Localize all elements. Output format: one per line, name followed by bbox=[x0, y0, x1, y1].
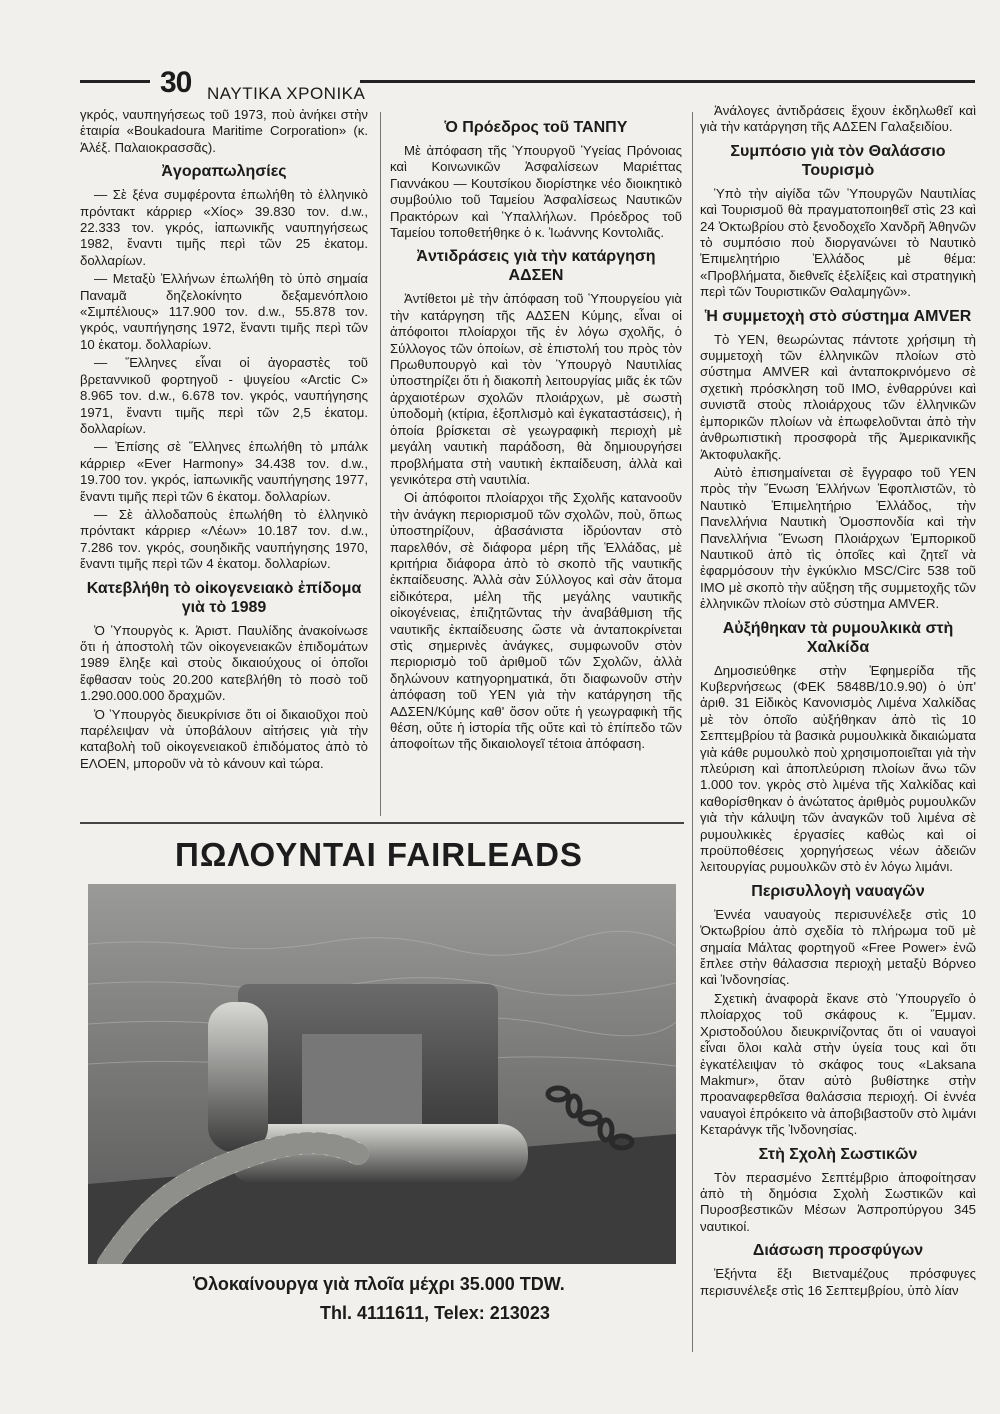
paragraph: Ἐννέα ναυαγοὺς περισυνέλεξε στὶς 10 Ὀκτωβρίου ἀπὸ σχεδία τὸ πλήρωμα τοῦ μὲ σημαία Μάλτας φορτηγοῦ «Free Power» ἐνῶ ἔπλεε στὴν θάλασσια περιοχὴ μεταξὺ Βόρνεο καὶ Ἰνδονησίας. bbox=[700, 906, 976, 988]
paragraph: Ἑξήντα ἕξι Βιετναμέζους πρόσφυγες περισυνέλεξε στὶς 16 Σεπτεμβρίου, ὑπὸ λίαν bbox=[700, 1266, 976, 1298]
paragraph: Ὑπὸ τὴν αἰγίδα τῶν Ὑπουργῶν Ναυτιλίας καὶ Τουρισμοῦ θὰ πραγματοποιηθεῖ στὶς 23 καὶ 24 Ὀκτωβρίου στὸ ξενοδοχεῖο Χανδρῆ Ἀθηνῶν τὸ συμπόσιο ποὺ διοργανώνει τὸ Ναυτικὸ Ἐπιμελητήριο Ἑλλάδος μὲ θέμα: «Προβλήματα, διεθνεῖς ἐξελίξεις καὶ στρατηγικὴ περὶ τῶν Τουριστικῶν Θαλαμηγῶν». bbox=[700, 185, 976, 300]
column-divider bbox=[692, 112, 693, 1352]
article-title: Διάσωση προσφύγων bbox=[752, 1242, 924, 1260]
article-title: Ἡ συμμετοχὴ στὸ σύστημα AMVER bbox=[704, 307, 972, 325]
paragraph: Μὲ ἀπόφαση τῆς Ὑπουργοῦ Ὑγείας Πρόνοιας καὶ Κοινωνικῶν Ἀσφαλίσεων Μαριέττας Γιαννάκου — Κουτσίκου διορίστηκε νέο διοικητικὸ συμβούλιο τοῦ Ταμείου Ἀσφαλίσεως Ναυτικῶν Πρακτόρων καὶ Ὑπαλλήλων. Πρόεδρος τοῦ Ταμείου τοποθετήθηκε ὁ κ. Ἰωάννης Κοντολιᾶς. bbox=[390, 143, 682, 241]
paragraph: Ὁ Ὑπουργὸς κ. Ἀριστ. Παυλίδης ἀνακοίνωσε ὅτι ἡ ἀποστολὴ τῶν οἰκογενειακῶν ἐπιδομάτων 1989 ἔληξε καὶ στοὺς δικαιούχους οἱ ὁποῖοι ἔφθασαν τοὺς 20.200 κατεβλήθη τὸ ποσὸ τοῦ 1.290.000.000 δραχμῶν. bbox=[80, 622, 368, 704]
column-1 bbox=[80, 107, 368, 774]
fairlead-photo bbox=[88, 884, 676, 1264]
paragraph: — Σὲ ξένα συμφέροντα ἐπωλήθη τὸ ἑλληνικὸ πρόντακτ κάρριερ «Χίος» 39.830 τον. d.w., 22.333 τον. γκρός, ἰαπωνικῆς ναυπηγήσεως 1982, ἔναντι τιμῆς περὶ τῶν 25 ἑκατομ. δολλαρίων. bbox=[80, 187, 368, 268]
continued-text: Ἀνάλογες ἀντιδράσεις ἔχουν ἐκδηλωθεῖ καὶ γιὰ τὴν κατάργηση τῆς ΑΔΣΕΝ Γαλαξειδίου. bbox=[700, 103, 976, 135]
masthead: ΝΑΥΤΙΚΑ ΧΡΟΝΙΚΑ bbox=[207, 84, 366, 103]
article-title: Κατεβλήθη τὸ οἰκογενειακὸ ἐπίδομα γιὰ τὸ 1989 bbox=[86, 579, 362, 616]
continued-text: γκρός, ναυπηγήσεως τοῦ 1973, ποὺ ἀνήκει στὴν ἑταιρία «Boukadoura Maritime Corporation» (κ. Ἀλέξ. Παλαιοκρασσᾶς). bbox=[80, 107, 368, 155]
advert-title: ΠΩΛΟΥΝΤΑΙ FAIRLEADS bbox=[175, 836, 583, 873]
paragraph: — Μεταξὺ Ἑλλήνων ἐπωλήθη τὸ ὑπὸ σημαία Παναμᾶ δηζελοκίνητο δεξαμενόπλοιο «Σιμπέλιους» 117.900 τον. d.w., 55.878 τον. γκρός, ναυπήγησης 1972, ἔναντι τιμῆς περὶ τῶν 10 ἑκατομ. δολλαρίων. bbox=[80, 271, 368, 352]
column-2 bbox=[390, 112, 682, 755]
paragraph: Ἀντίθετοι μὲ τὴν ἀπόφαση τοῦ Ὑπουργείου γιὰ τὴν κατάργηση τῆς ΑΔΣΕΝ Κύμης, εἶναι οἱ ἀπόφοιτοι πλοίαρχοι τῆς ἐν λόγω σχολῆς, ὁ Σύλλογος τῶν ὁποίων, σὲ ἐπιστολή του πρὸς τὸν Πρωθυπουργὸ καὶ τὸν Ὑπουργὸ Ναυτιλίας ὑποστηρίζει ὅτι ἡ διακοπὴ λειτουργίας μιᾶς ἐκ τῶν ἀρχαιοτέρων σχολῶν πλοιάρχων, μὲ σωστὴ ὑποδομὴ (κτίρια, ἐξοπλισμὸ καὶ ἐγκαταστάσεις), ἡ ὁποία βρίσκεται σὲ γεωγραφικὴ περιοχὴ μὲ μεγάλη ναυτικὴ παράδοση, θὰ δημιουργήσει προβλήματα στὴ ναυτικὴ ἐκπαίδευση, ἀλλὰ καὶ γενικότερα στὴ ναυτιλία. bbox=[390, 291, 682, 487]
article-title: Ἀντιδράσεις γιὰ τὴν κατάργηση ΑΔΣΕΝ bbox=[416, 248, 656, 285]
paragraph: Δημοσιεύθηκε στὴν Ἐφημερίδα τῆς Κυβερνήσεως (ΦΕΚ 5848Β/10.9.90) ὁ ὑπ' ἀριθ. 31 Εἰδικὸς Κανονισμὸς Λιμένα Χαλκίδας μὲ τὸν ὁποῖο αὐξήθηκαν ἀπὸ τὶς 10 Σεπτεμβρίου τὰ βασικὰ ρυμουλκικὰ δικαιώματα γιὰ κάθε ρυμουλκὸ ποὺ χρησιμοποιεῖται γιὰ τὴν πλεύριση καὶ ἀποπλεύριση πλοίων ἄνω τῶν 1.000 τον. γκρὸς στὸ λιμένα τῆς Χαλκίδας καὶ καθορίσθηκαν ὁ ἀνώτατος ἀριθμὸς ρυμουλκῶν γιὰ τὴν κάλυψη τῶν ἀναγκῶν τοῦ λιμένα σὲ ρυμουλκικὲς ἐργασίες καθὼς καὶ οἱ προϋποθέσεις χορηγήσεως νέων ἀδειῶν λειτουργίας ρυμουλκῶν στὸ ἐν λόγω λιμάνι. bbox=[700, 662, 976, 875]
column-3 bbox=[700, 103, 976, 1301]
page-number: 30 bbox=[160, 66, 192, 99]
paragraph: Οἱ ἀπόφοιτοι πλοίαρχοι τῆς Σχολῆς κατανοοῦν τὴν ἀνάγκη περιορισμοῦ τῶν σχολῶν, ποὺ, ὅπως ὑποστηρίζουν, ἀβασάνιστα ἱδρύονταν στὸ παρελθόν, σὲ διάφορα μέρη τῆς Ἑλλάδας, μὲ κριτήρια διάφορα ἀπὸ τὸ σκοπὸ τῆς ναυτικῆς ἐκπαίδευσης. Ἀλλὰ σὰν Σύλλογος καὶ σὰν ἄτομα εἰδικότερα, μέλη τῆς μεγάλης ναυτικῆς οἰκογένειας, ἐπιζητῶντας τὴν ἀναβάθμιση τῆς ναυτικῆς ἐκπαίδευσης ὥστε νὰ ἀνταποκρίνεται στὶς σημερινὲς ἀνάγκες, συμφωνοῦν στὸν περιορισμὸ τοῦ ἀριθμοῦ τῶν Σχολῶν, ἀλλὰ δηλώνουν κατηγορηματικά, ὅτι διαφωνοῦν στὴν ἀπόφαση τοῦ ΥΕΝ γιὰ τὴν κατάργηση τῆς ΑΔΣΕΝ/Κύμης καθ' ὅσον οὔτε ἡ γεωγραφικὴ τῆς θέση, οὔτε ἡ ἱστορία τῆς οὔτε καὶ τὸ ἐπίπεδο τῶν ἀποφοίτων τῆς δικαιολογεῖ τέτοια ἀπόφαση. bbox=[390, 490, 682, 752]
paragraph: Ὁ Ὑπουργὸς διευκρίνισε ὅτι οἱ δικαιοῦχοι ποὺ παρέλειψαν νὰ ὑποβάλουν αἰτήσεις γιὰ τὴν καταβολὴ τοῦ οἰκογενειακοῦ ἐπιδόματος ἀπὸ τὸ ΕΛΟΕΝ, μποροῦν νὰ τὸ κάνουν καὶ τώρα. bbox=[80, 706, 368, 771]
header-rule bbox=[360, 80, 975, 83]
advert-top-rule bbox=[80, 822, 684, 824]
article-title: Στὴ Σχολὴ Σωστικῶν bbox=[758, 1145, 918, 1163]
advertisement bbox=[80, 828, 678, 1348]
paragraph: Αὐτὸ ἐπισημαίνεται σὲ ἔγγραφο τοῦ ΥΕΝ πρὸς τὴν Ἕνωση Ἑλλήνων Ἐφοπλιστῶν, τὸ Ναυτικὸ Ἐπιμελητήριο Ἑλλάδος, τὴν Πανελλήνια Ναυτικὴ Ὁμοσπονδία καὶ τὴν Πανελλήνια Ἕνωση Πλοιάρχων Ἐμπορικοῦ Ναυτικοῦ ἀπὸ τὶς ὁποῖες καὶ ζητεῖ νὰ ἐφαρμόσουν τὴν ἐγκύκλιο MSC/Circ 538 τοῦ IMO μὲ σκοπὸ τὴν αὔξηση τῆς συμμετοχῆς τῶν ἑλληνικῶν πλοίων στὸ σύστημα AMVER. bbox=[700, 464, 976, 612]
article-title: Ὁ Πρόεδρος τοῦ ΤΑΝΠΥ bbox=[444, 119, 628, 136]
paragraph: — Σὲ ἀλλοδαποὺς ἐπωλήθη τὸ ἑλληνικὸ πρόντακτ κάρριερ «Λέων» 10.187 τον. d.w., 7.286 τον. γκρός, σουηδικῆς ναυπήγησης 1970, ἔναντι τιμῆς περὶ τῶν 4 ἑκατομ. δολλαρίων. bbox=[80, 506, 368, 572]
article-title: Περισυλλογὴ ναυαγῶν bbox=[751, 882, 925, 900]
header-rule bbox=[80, 80, 150, 83]
paragraph: Τὸ ΥΕΝ, θεωρώντας πάντοτε χρήσιμη τὴ συμμετοχὴ τῶν ἑλληνικῶν πλοίων στὸ σύστημα AMVER καὶ ἀνταποκρινόμενο σὲ σχετικὴ πρόσκληση τοῦ IMO, ἐνθαρρύνει καὶ συνιστᾶ στοὺς πλοιάρχους τῶν ἑλληνικῶν ἐμπορικῶν πλοίων νὰ ἐπωφελοῦνται ἀπὸ τὴν ἀνθρωπιστικὴ προσφορὰ τῆς Ἀμερικανικῆς Ἀκτοφυλακῆς. bbox=[700, 331, 976, 462]
article-title: Συμπόσιο γιὰ τὸν Θαλάσσιο Τουρισμὸ bbox=[730, 142, 946, 179]
article-title: Ἀγοραπωλησίες bbox=[161, 163, 287, 181]
paragraph: Τὸν περασμένο Σεπτέμβριο ἀποφοίτησαν ἀπὸ τὴ δημόσια Σχολὴ Σωστικῶν καὶ Πυροσβεστικῶν Μέσων Ἀσπροπύργου 345 ναυτικοί. bbox=[700, 1169, 976, 1234]
paragraph: — Ἕλληνες εἶναι οἱ ἀγοραστὲς τοῦ βρεταννικοῦ φορτηγοῦ - ψυγείου «Arctic C» 8.965 τον. d.w., 6.678 τον. γκρός, ναυπήγησης 1971, ἔναντι τιμῆς περὶ τῶν 2,5 ἑκατομ. δολλαρίων. bbox=[80, 355, 368, 436]
column-divider bbox=[380, 112, 381, 816]
advert-description: Ὁλοκαίνουργα γιὰ πλοῖα μέχρι 35.000 TDW. bbox=[193, 1274, 565, 1294]
advert-contact: Thl. 4111611, Telex: 213023 bbox=[320, 1303, 550, 1323]
article-title: Αὐξήθηκαν τὰ ρυμουλκικὰ στὴ Χαλκίδα bbox=[722, 619, 954, 656]
paragraph: Σχετικὴ ἀναφορὰ ἔκανε στὸ Ὑπουργεῖο ὁ πλοίαρχος τοῦ σκάφους κ. Ἔμμαν. Χριστοδούλου διευκρινίζοντας ὅτι οἱ ναυαγοὶ εἶναι ὅλοι καλὰ στὴν ὑγεία τους καὶ ὅτι ἐγκατέλειψαν τὸ σκάφος τους «Laksana Makmur», ὅταν αὐτὸ βυθίστηκε στὴν προαναφερθεῖσα θαλάσσια περιοχή. Οἱ ἐννέα ναυαγοὶ ἐπρόκειτο νὰ ἀποβιβαστοῦν στὸ λιμάνι Κεταράνγκ τῆς Ἰνδονησίας. bbox=[700, 990, 976, 1138]
paragraph: — Ἐπίσης σὲ Ἕλληνες ἐπωλήθη τὸ μπάλκ κάρριερ «Ever Harmony» 34.438 τον. d.w., 19.700 τον. γκρός, ἰαπωνικῆς ναυπήγησης 1977, ἔναντι τιμῆς περὶ τῶν 6 ἑκατομ. δολλαρίων. bbox=[80, 439, 368, 504]
